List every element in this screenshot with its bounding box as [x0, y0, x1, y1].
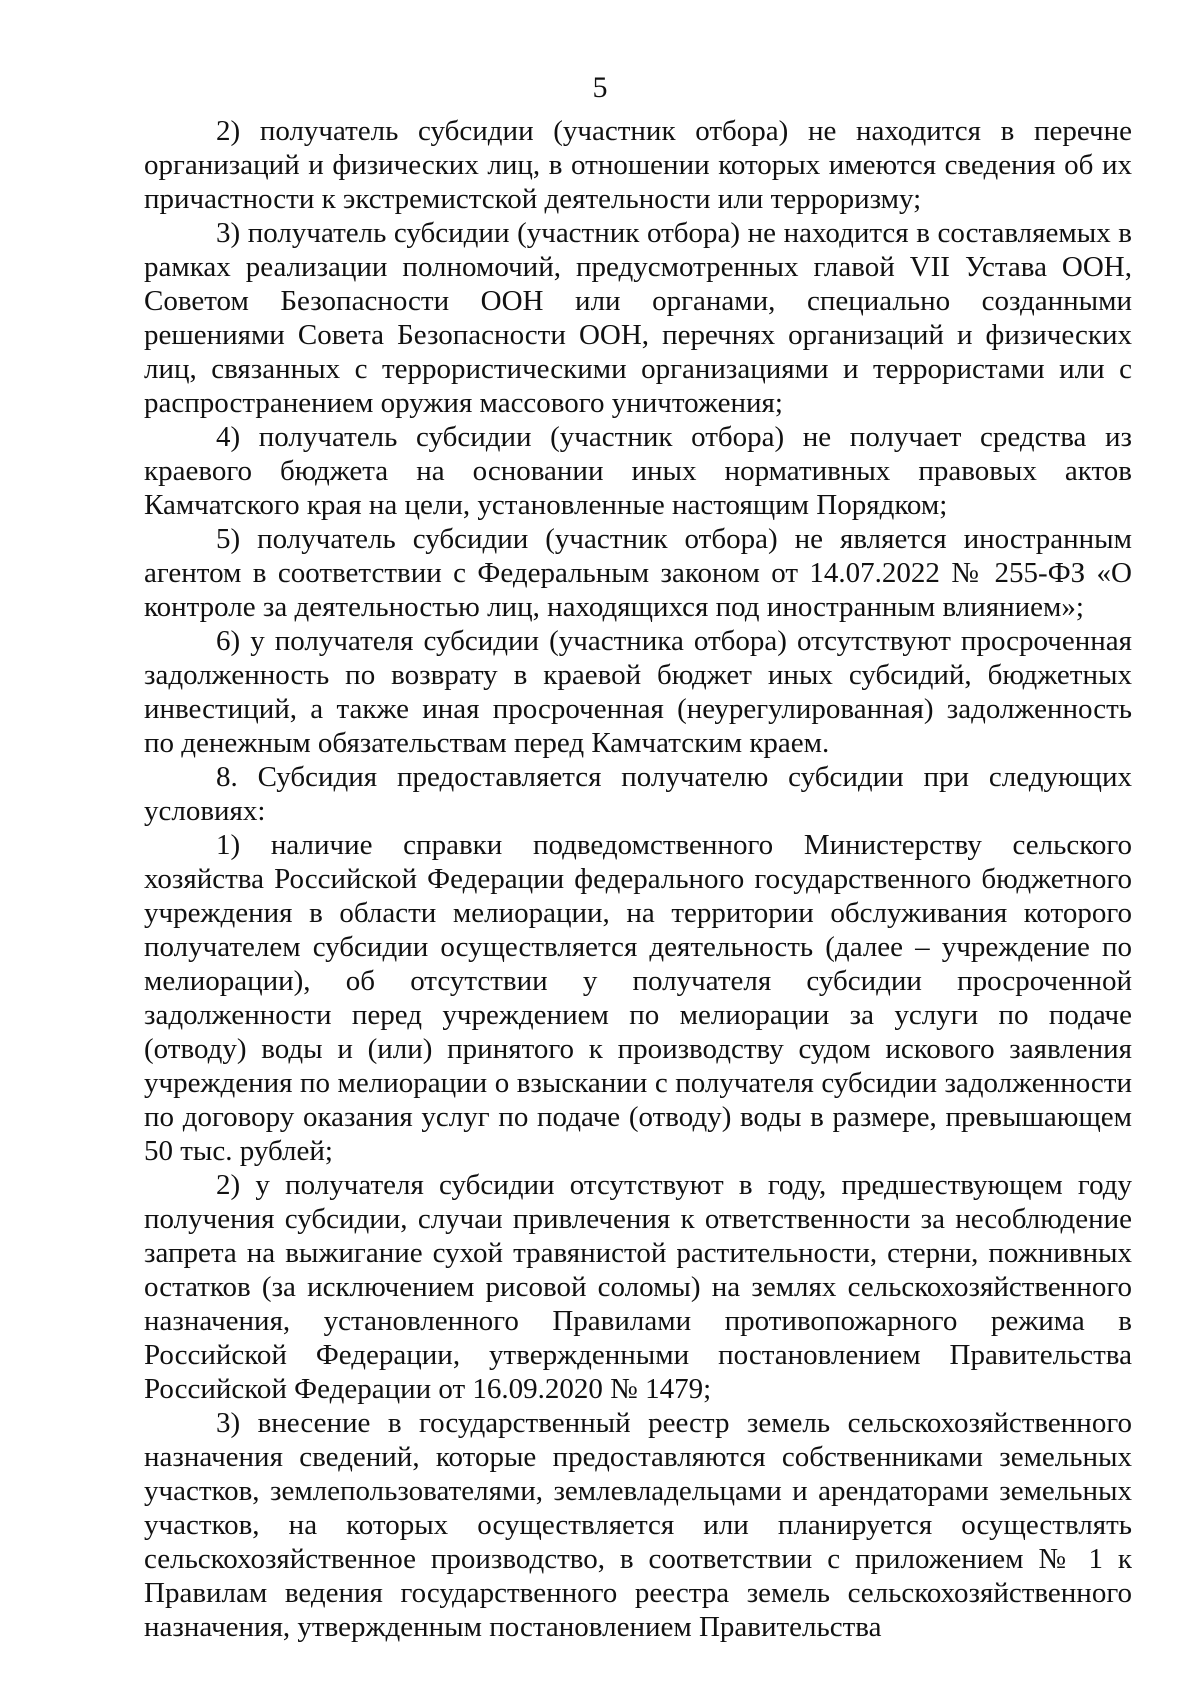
paragraph-item-4: 4) получатель субсидии (участник отбора) не получает средства из краевого бюджета на основании иных нормативных правовых актов Камчатского края на цели, установленные настоящим Порядком; — [144, 421, 1132, 521]
paragraph-section-8: 8. Субсидия предоставляется получателю субсидии при следующих условиях: — [144, 761, 1132, 827]
paragraph-condition-3: 3) внесение в государственный реестр земель сельскохозяйственного назначения сведений, которые предоставляются собственниками земельных участков, землепользователями, землевладельцами и арендаторами земельных участков, на которых осуществляется или планируется осуществлять сельскохозяйственное производство, в соответствии с приложением № 1 к Правилам ведения государственного реестра земель сельскохозяйственного назначения, утвержденным постановлением Правительства — [144, 1407, 1132, 1643]
document-body — [144, 114, 1132, 1644]
paragraph-item-6: 6) у получателя субсидии (участника отбора) отсутствуют просроченная задолженность по возврату в краевой бюджет иных субсидий, бюджетных инвестиций, а также иная просроченная (неурегулированная) задолженность по денежным обязательствам перед Камчатским краем. — [144, 625, 1132, 759]
page-number: 5 — [592, 71, 608, 104]
paragraph-item-5: 5) получатель субсидии (участник отбора) не является иностранным агентом в соответствии с Федеральным законом от 14.07.2022 № 255-ФЗ «О контроле за деятельностью лиц, находящихся под иностранным влиянием»; — [144, 523, 1132, 623]
paragraph-condition-1: 1) наличие справки подведомственного Министерству сельского хозяйства Российской Федерации федерального государственного бюджетного учреждения в области мелиорации, на территории обслуживания которого получателем субсидии осуществляется деятельность (далее – учреждение по мелиорации), об отсутствии у получателя субсидии просроченной задолженности перед учреждением по мелиорации за услуги по подаче (отводу) воды и (или) принятого к производству судом искового заявления учреждения по мелиорации о взыскании с получателя субсидии задолженности по договору оказания услуг по подаче (отводу) воды в размере, превышающем 50 тыс. рублей; — [144, 829, 1132, 1167]
paragraph-condition-2: 2) у получателя субсидии отсутствуют в году, предшествующем году получения субсидии, случаи привлечения к ответственности за несоблюдение запрета на выжигание сухой травянистой растительности, стерни, пожнивных остатков (за исключением рисовой соломы) на землях сельскохозяйственного назначения, установленного Правилами противопожарного режима в Российской Федерации, утвержденными постановлением Правительства Российской Федерации от 16.09.2020 № 1479; — [144, 1169, 1132, 1405]
paragraph-item-3: 3) получатель субсидии (участник отбора) не находится в составляемых в рамках реализации полномочий, предусмотренных главой VII Устава ООН, Советом Безопасности ООН или органами, специально созданными решениями Совета Безопасности ООН, перечнях организаций и физических лиц, связанных с террористическими организациями и террористами или с распространением оружия массового уничтожения; — [144, 217, 1132, 419]
paragraph-item-2: 2) получатель субсидии (участник отбора) не находится в перечне организаций и физических лиц, в отношении которых имеются сведения об их причастности к экстремистской деятельности или терроризму; — [144, 115, 1132, 215]
